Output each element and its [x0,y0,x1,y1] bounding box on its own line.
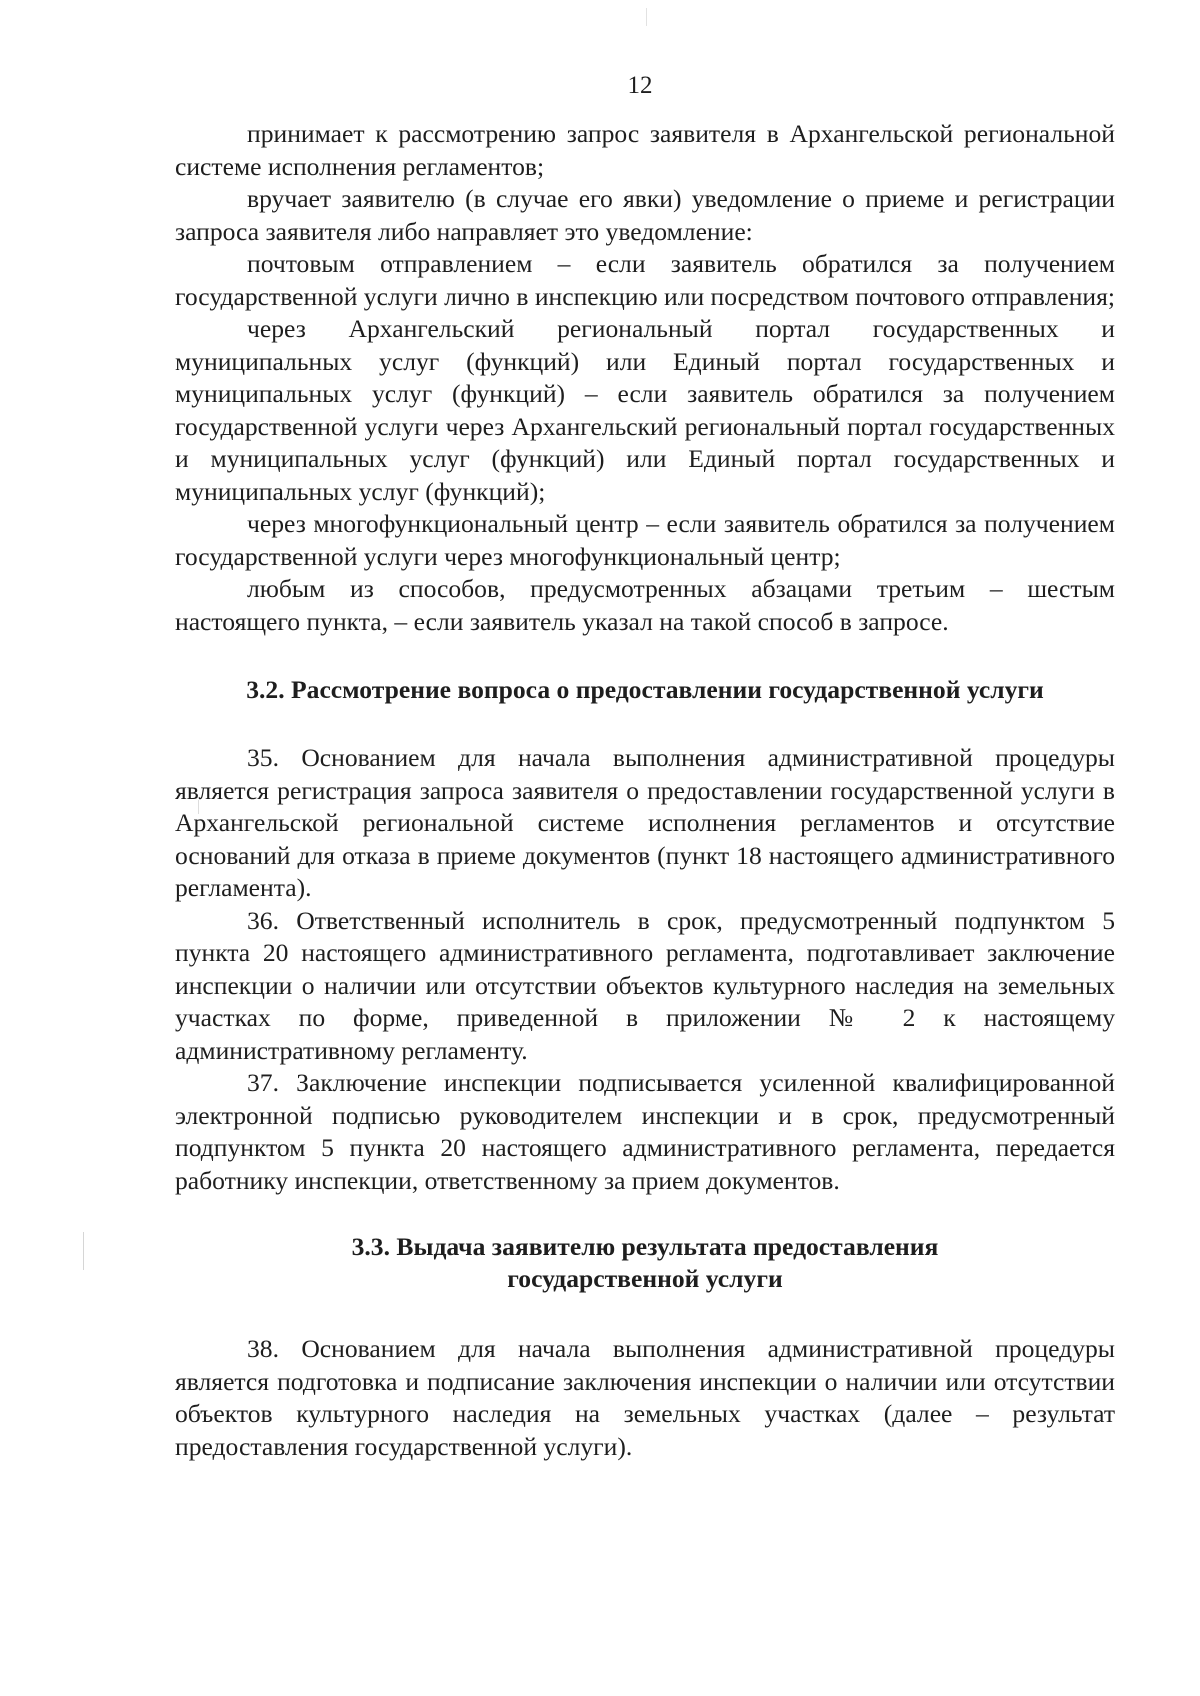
document-body [175,118,1115,1463]
paragraph-via-mfc: через многофункциональный центр – если заявитель обратился за получением государственной услуги через многофункциональный центр; [175,509,1115,571]
scan-artifact-top [646,8,647,26]
paragraph-accepts-request: принимает к рассмотрению запрос заявителя в Архангельской региональной системе исполнения регламентов; [175,119,1115,181]
section-heading-3-2: 3.2. Рассмотрение вопроса о предоставлении государственной услуги [246,675,1044,704]
paragraph-36: 36. Ответственный исполнитель в срок, предусмотренный подпунктом 5 пункта 20 настоящего административного регламента, подготавливает заключение инспекции о наличии или отсутствии объектов культурного наследия на земельных участках по форме, приведенной в приложении № 2 к настоящему административному регламенту. [175,905,1115,1065]
page-number: 12 [627,72,653,99]
scan-artifact-left [83,1232,84,1270]
paragraph-38: 38. Основанием для начала выполнения административной процедуры является подготовка и подписание заключения инспекции о наличии или отсутствии объектов культурного наследия на земельных участках (далее – результат предоставления государственной услуги). [175,1334,1115,1461]
paragraph-delivers-notice: вручает заявителю (в случае его явки) уведомление о приеме и регистрации запроса заявителя либо направляет это уведомление: [175,184,1115,246]
section-heading-3-3 [175,1231,1115,1295]
paragraph-by-post: почтовым отправлением – если заявитель обратился за получением государственной услуги лично в инспекцию или посредством почтового отправления; [175,249,1116,311]
paragraph-35: 35. Основанием для начала выполнения административной процедуры является регистрация запроса заявителя о предоставлении государственной услуги в Архангельской региональной системе исполнения регламентов и отсутствие оснований для отказа в приеме документов (пункт 18 настоящего административного регламента). [175,743,1115,902]
section-heading-3-3-line2: государственной услуги [507,1264,783,1293]
paragraph-37: 37. Заключение инспекции подписывается усиленной квалифицированной электронной подписью руководителем инспекции и в срок, предусмотренный подпунктом 5 пункта 20 настоящего административного регламента, передается работнику инспекции, ответственному за прием документов. [175,1068,1115,1195]
paragraph-any-method: любым из способов, предусмотренных абзацами третьим – шестым настоящего пункта, – если заявитель указал на такой способ в запросе. [175,574,1115,636]
section-heading-3-3-line1: 3.3. Выдача заявителю результата предоставления [351,1232,939,1261]
paragraph-via-portal: через Архангельский региональный портал государственных и муниципальных услуг (функций) или Единый портал государственных и муниципальных услуг (функций) – если заявитель обратился за получением государственной услуги через Архангельский региональный портал государственных и муниципальных услуг (функций) или Единый портал государственных и муниципальных услуг (функций); [175,314,1115,506]
